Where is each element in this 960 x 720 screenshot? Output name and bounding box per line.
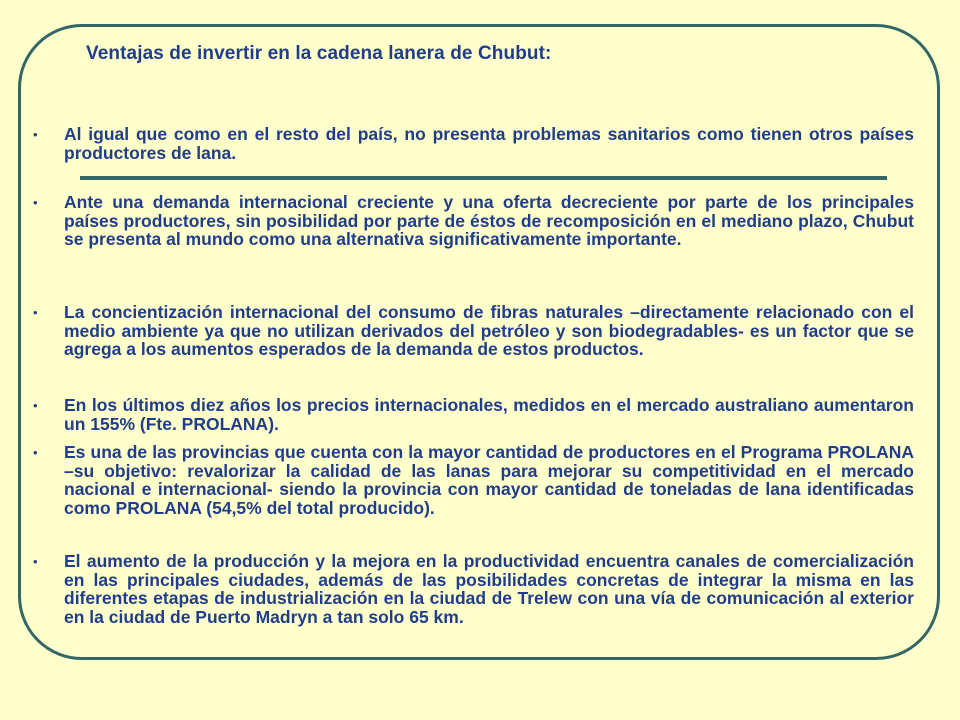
bullet-item — [33, 395, 914, 434]
bullet-text: Es una de las provincias que cuenta con la mayor cantidad de productores en el Programa PROLANA –su objetivo: revalorizar la calidad de las lanas para mejorar su competitividad en el mercado nacional e internacional- siendo la provincia con mayor cantidad de toneladas de lana identificadas como PROLANA (54,5% del total producido). — [64, 442, 914, 518]
bullet-dot-icon: • — [33, 554, 38, 569]
bullet-item — [33, 442, 914, 518]
bullet-dot-icon: • — [33, 398, 38, 413]
divider-line — [80, 176, 887, 180]
bullet-text: En los últimos diez años los precios internacionales, medidos en el mercado australiano aumentaron un 155% (Fte. PROLANA). — [64, 395, 914, 434]
bullet-dot-icon: • — [33, 305, 38, 320]
bullet-dot-icon: • — [33, 195, 38, 210]
bullet-text: Al igual que como en el resto del país, no presenta problemas sanitarios como tienen otros países productores de lana. — [64, 124, 914, 163]
bullet-text: La concientización internacional del consumo de fibras naturales –directamente relacionado con el medio ambiente ya que no utilizan derivados del petróleo y son biodegradables- es un factor que se agrega a los aumentos esperados de la demanda de estos productos. — [64, 302, 914, 360]
slide-title: Ventajas de invertir en la cadena lanera de Chubut: — [86, 43, 552, 64]
bullet-item — [33, 124, 914, 163]
bullet-text: Ante una demanda internacional creciente y una oferta decreciente por parte de los principales países productores, sin posibilidad por parte de éstos de recomposición en el mediano plazo, Chubut se presenta al mundo como una alternativa significativamente importante. — [64, 192, 914, 250]
bullet-dot-icon: • — [33, 127, 38, 142]
bullet-text: El aumento de la producción y la mejora en la productividad encuentra canales de comercialización en las principales ciudades, además de las posibilidades concretas de integrar la misma en las diferentes etapas de industrialización en la ciudad de Trelew con una vía de comunicación al exterior en la ciudad de Puerto Madryn a tan solo 65 km. — [64, 551, 914, 627]
bullet-item — [33, 192, 914, 250]
bullet-item — [33, 551, 914, 627]
bullet-dot-icon: • — [33, 445, 38, 460]
bullet-item — [33, 302, 914, 360]
